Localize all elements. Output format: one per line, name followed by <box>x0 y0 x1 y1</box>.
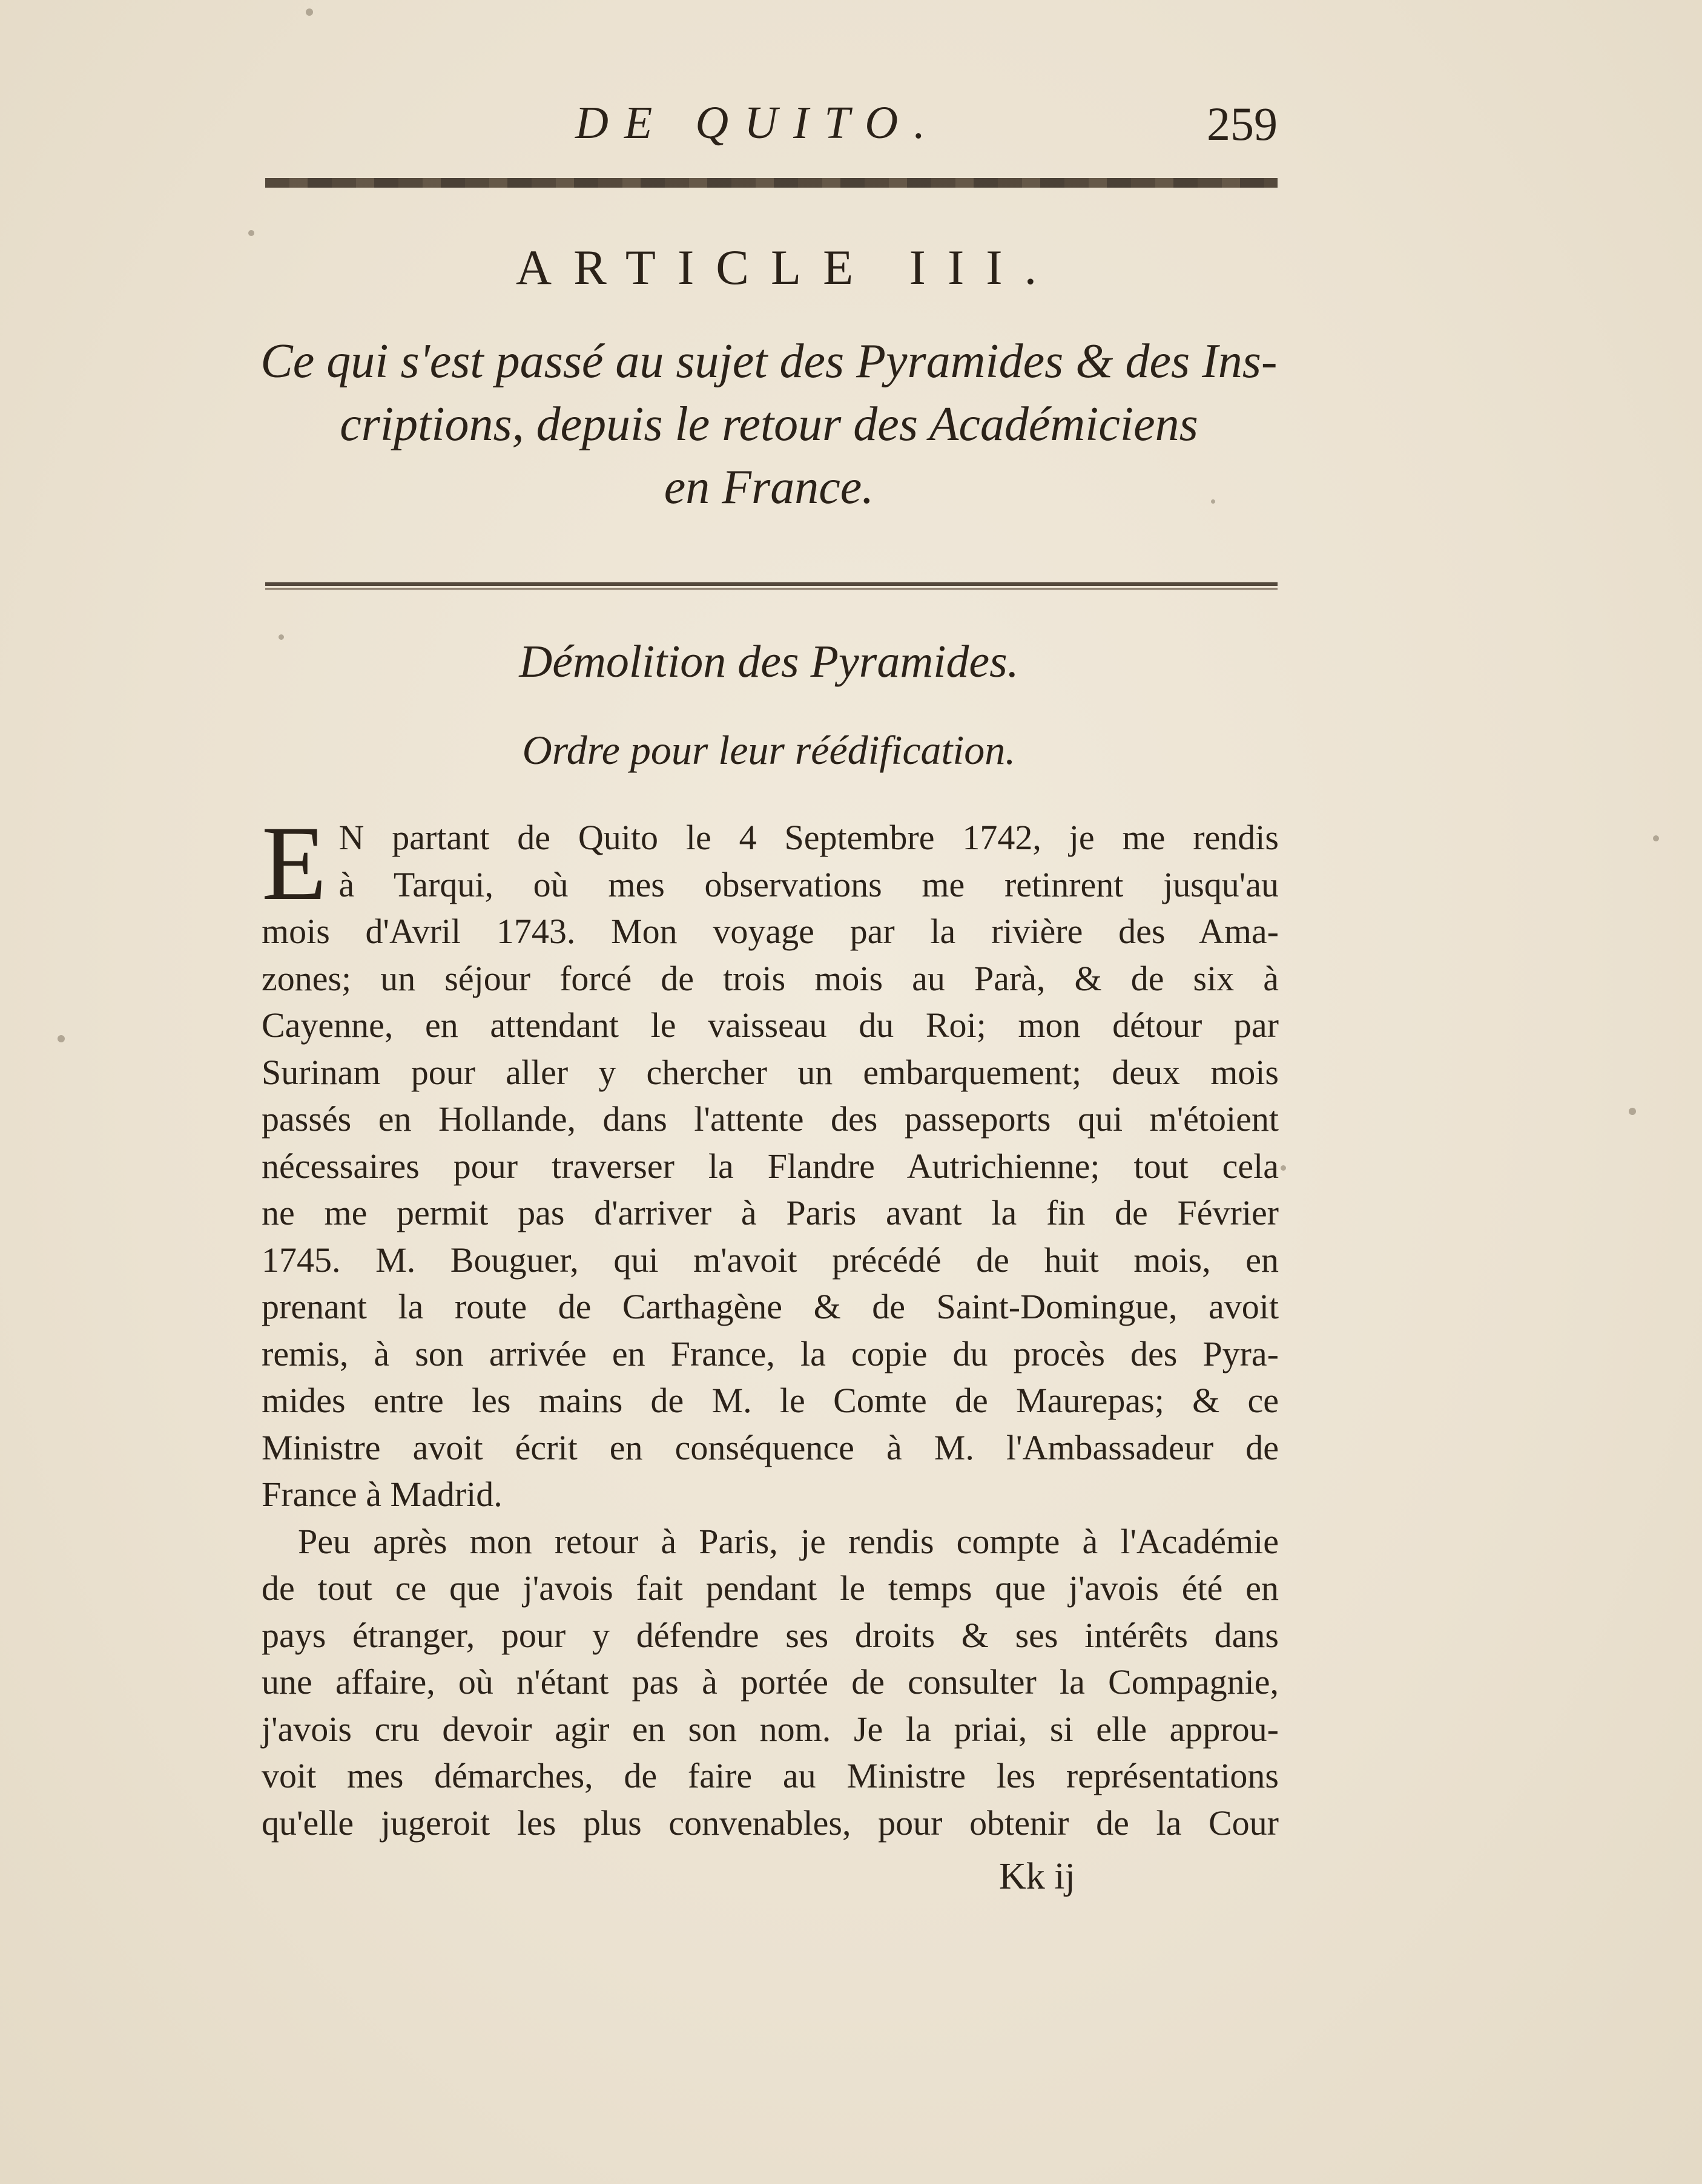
header-rule <box>265 178 1278 188</box>
paper-speck <box>58 1035 65 1042</box>
article-subtitle <box>254 330 1284 519</box>
body-text <box>262 804 1279 1846</box>
text-line: de tout ce que j'avois fait pendant le temps que j'avois été en <box>262 1568 1279 1608</box>
page-number: 259 <box>1207 97 1278 150</box>
text-line: j'avois cru devoir agir en son nom. Je la priai, si elle approu- <box>262 1709 1279 1749</box>
article-subtitle-line: Ce qui s'est passé au sujet des Pyramides & des Ins- <box>260 335 1278 388</box>
paper-speck <box>1629 1108 1636 1115</box>
paragraph-2 <box>262 1518 1279 1847</box>
paragraph-1 <box>262 804 1279 1518</box>
text-line: N partant de Quito le 4 Septembre 1742, je me rendis <box>338 818 1279 857</box>
drop-cap: E <box>262 804 327 923</box>
article-heading: ARTICLE III. <box>515 240 1059 295</box>
text-line: qu'elle jugeroit les plus convenables, pour obtenir de la Cour <box>262 1803 1279 1843</box>
text-line: à Tarqui, où mes observations me retinrent jusqu'au <box>338 864 1279 904</box>
section-subtitle: Ordre pour leur réédification. <box>522 727 1016 773</box>
text-line: Cayenne, en attendant le vaisseau du Roi; mon détour par <box>262 1005 1279 1045</box>
paper-speck <box>306 8 313 16</box>
paper-speck <box>1281 1165 1286 1171</box>
running-head-title: DE QUITO. <box>575 97 942 148</box>
text-line: 1745. M. Bouguer, qui m'avoit précédé de huit mois, en <box>262 1240 1279 1280</box>
text-line: zones; un séjour forcé de trois mois au Parà, & de six à <box>262 958 1279 998</box>
text-line: remis, à son arrivée en France, la copie du procès des Pyra- <box>262 1334 1279 1373</box>
text-line: voit mes démarches, de faire au Ministre les représentations <box>262 1756 1279 1795</box>
text-line: France à Madrid. <box>262 1475 503 1514</box>
text-line: mois d'Avril 1743. Mon voyage par la rivière des Ama- <box>262 912 1279 951</box>
text-line: mides entre les mains de M. le Comte de Maurepas; & ce <box>262 1381 1279 1420</box>
text-line: Peu après mon retour à Paris, je rendis compte à l'Académie <box>298 1521 1279 1561</box>
text-line: ne me permit pas d'arriver à Paris avant la fin de Février <box>262 1193 1279 1232</box>
paper-speck <box>279 634 284 640</box>
paper-speck <box>1653 835 1659 841</box>
text-line: Surinam pour aller y chercher un embarquement; deux mois <box>262 1052 1279 1092</box>
text-line: Ministre avoit écrit en conséquence à M. l'Ambassadeur de <box>262 1427 1279 1467</box>
paper-speck <box>1211 499 1215 504</box>
text-line: nécessaires pour traverser la Flandre Autrichienne; tout cela <box>262 1146 1279 1186</box>
section-title: Démolition des Pyramides. <box>519 636 1019 687</box>
paper-speck <box>248 230 254 236</box>
catchword-signature: Kk ij <box>999 1856 1075 1897</box>
text-line: prenant la route de Carthagène & de Saint-Domingue, avoit <box>262 1287 1279 1326</box>
text-line: une affaire, où n'étant pas à portée de consulter la Compagnie, <box>262 1662 1279 1702</box>
section-rule <box>265 582 1278 586</box>
article-subtitle-line: en France. <box>664 461 874 514</box>
text-line: passés en Hollande, dans l'attente des passeports qui m'étoient <box>262 1099 1279 1139</box>
article-subtitle-line: criptions, depuis le retour des Académiciens <box>340 398 1198 451</box>
text-line: pays étranger, pour y défendre ses droits & ses intérêts dans <box>262 1615 1279 1655</box>
running-head <box>260 97 1278 157</box>
